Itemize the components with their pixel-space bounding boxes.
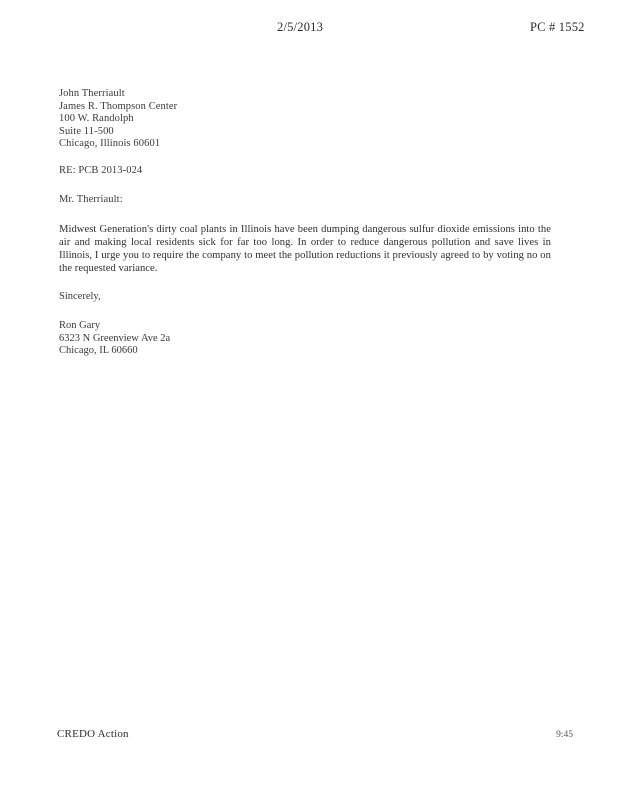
page-footer: [0, 728, 618, 742]
footer-page-marker: 9:45: [556, 730, 573, 740]
re-line: RE: PCB 2013-024: [59, 164, 143, 176]
page-header: [0, 20, 618, 36]
recipient-address-block: [59, 88, 555, 151]
letter-paragraph: Midwest Generation's dirty coal plants in Illinois have been dumping dangerous sulfur dioxide emissions into the air and making local residents sick for far too long. In order to reduce dangerous pollution and save lives in Illinois, I urge you to require the company to meet the pollution reductions it previously agreed to by voting no on the requested variance.: [59, 224, 551, 274]
sender-city-state-zip: Chicago, IL 60660: [59, 345, 138, 357]
header-date: 2/5/2013: [277, 20, 324, 34]
sender-street: 6323 N Greenview Ave 2a: [59, 332, 171, 344]
recipient-city-state-zip: Chicago, Illinois 60601: [59, 138, 161, 150]
closing: Sincerely,: [59, 291, 101, 303]
sender-name: Ron Gary: [59, 319, 101, 331]
recipient-suite: Suite 11-500: [59, 125, 114, 137]
signature-block: [59, 320, 555, 358]
recipient-street: 100 W. Randolph: [59, 113, 134, 125]
recipient-organization: James R. Thompson Center: [59, 100, 178, 112]
header-public-comment-number: PC # 1552: [530, 20, 585, 34]
footer-organization: CREDO Action: [57, 728, 129, 740]
recipient-name: John Therriault: [59, 88, 125, 99]
letter-body: [59, 88, 555, 358]
salutation: Mr. Therriault:: [59, 193, 123, 205]
